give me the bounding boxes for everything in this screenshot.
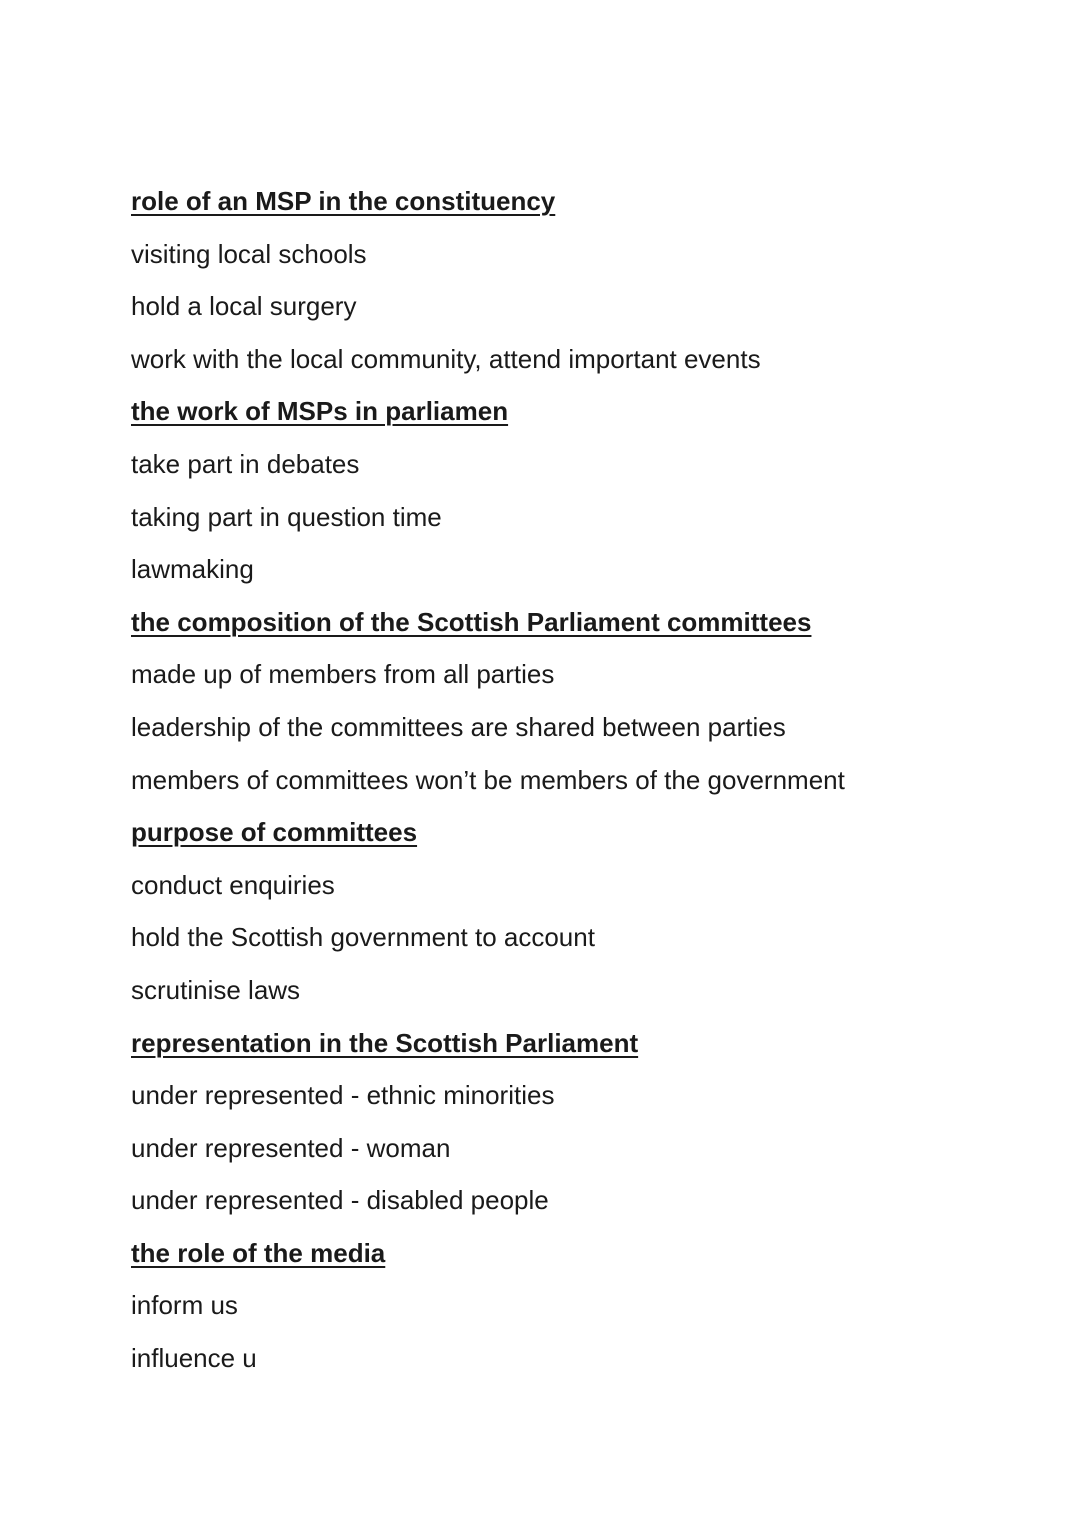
list-item: visiting local schools (131, 238, 367, 269)
list-item: hold a local surgery (131, 291, 357, 322)
list-item: lawmaking (131, 554, 254, 585)
section-heading: representation in the Scottish Parliament (131, 1027, 639, 1058)
section-heading: the composition of the Scottish Parliament committees (131, 606, 812, 637)
section-heading: the role of the media (131, 1237, 386, 1268)
section-heading: the work of MSPs in parliamen (131, 396, 509, 427)
list-item: inform us (131, 1290, 238, 1321)
list-item: work with the local community, attend important events (131, 343, 761, 374)
list-item: under represented - ethnic minorities (131, 1080, 555, 1111)
list-item: scrutinise laws (131, 974, 301, 1005)
list-item: taking part in question time (131, 501, 442, 532)
section-heading: role of an MSP in the constituency (131, 186, 556, 216)
list-item: made up of members from all parties (131, 659, 555, 690)
section-heading: purpose of committees (131, 817, 418, 848)
list-item: influence u (131, 1343, 257, 1374)
list-item: hold the Scottish government to account (131, 922, 595, 953)
list-item: under represented - woman (131, 1132, 451, 1163)
document-page (131, 183, 1011, 1393)
list-item: conduct enquiries (131, 869, 335, 900)
list-item: members of committees won’t be members of the government (131, 764, 845, 795)
list-item: under represented - disabled people (131, 1185, 549, 1216)
list-item: leadership of the committees are shared between parties (131, 711, 786, 742)
list-item: take part in debates (131, 448, 360, 479)
